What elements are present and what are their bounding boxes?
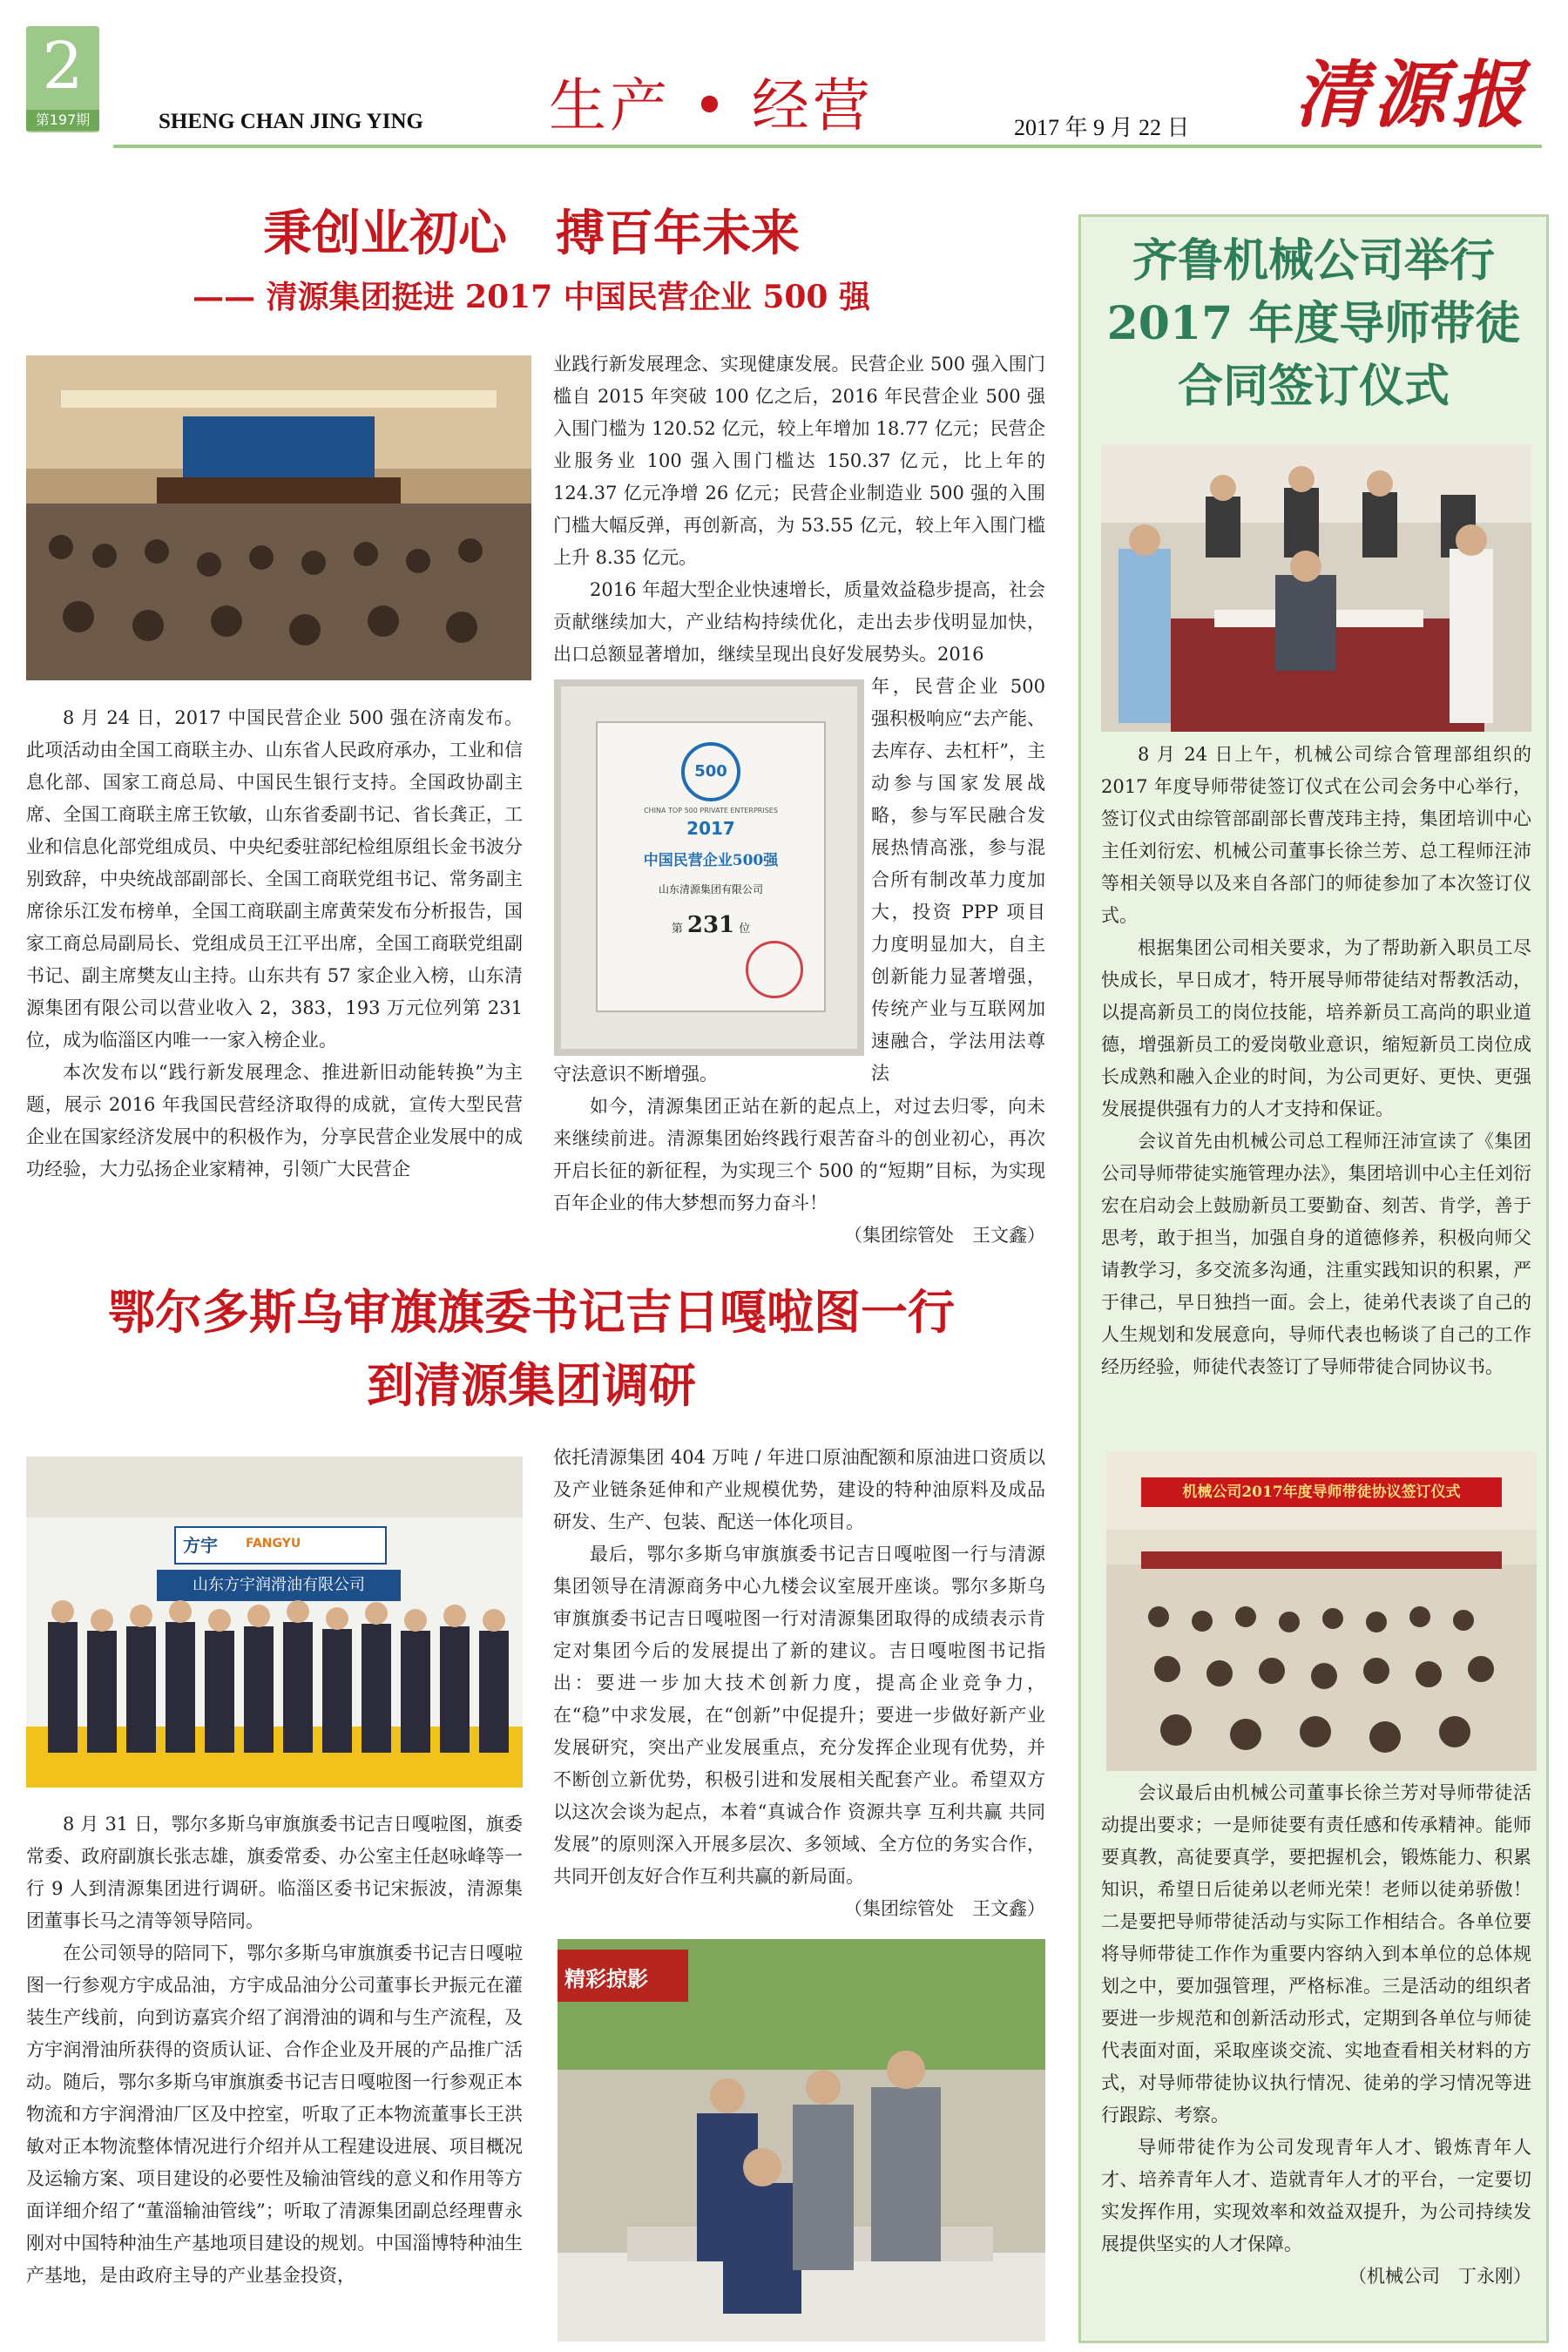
conference-photo — [26, 355, 531, 680]
article1-paragraph: 2016 年超大型企业快速增长，质量效益稳步提高，社会贡献继续加大，产业结构持续优化，走出去步伐明显加快，出口总额显著增加，继续呈现出良好发展势头。2016 — [553, 579, 1045, 665]
signing-photo — [1101, 444, 1531, 732]
article1-right-column-bottom — [553, 1058, 1045, 1252]
page-number: 2 — [42, 29, 84, 104]
plaque-title-line: CHINA TOP 500 PRIVATE ENTERPRISES — [644, 807, 778, 814]
article2-paragraph: 最后，鄂尔多斯乌审旗旗委书记吉日嘎啦图一行与清源集团领导在清源商务中心九楼会议室展开座谈。鄂尔多斯乌审旗旗委书记吉日嘎啦图一行对清源集团取得的成绩表示肯定对集团今后的发展提出了新的建议。吉日嘎啦图书记指出：要进一步加大技术创新力度，提高企业竞争力，在“稳”中求发展，在“创新”中促提升；要进一步做好新产业发展研究，突出产业发展重点，充分发挥企业现有优势，并不断创立新优势，积极引进和发展相关配套产业。希望双方以这次会谈为起点，本着“真诚合作 资源共享 互利共赢 共同发展”的原则深入开展多层次、多领域、全方位的务实合作，共同开创友好合作互利共赢的新局面。 — [553, 1544, 1045, 1887]
photo-board-caption: 精彩掠影 — [564, 1966, 648, 1991]
plaque-rank-value: 231 — [686, 912, 735, 938]
inspection-photo — [558, 1939, 1045, 2342]
meeting-banner: 机械公司2017年度导师带徒协议签订仪式 — [1141, 1477, 1502, 1507]
article2-headline-line1: 鄂尔多斯乌审旗旗委书记吉日嘎啦图一行 — [108, 1284, 955, 1340]
group-visit-photo — [26, 1456, 523, 1788]
sidebar-paragraph: 8 月 24 日上午，机械公司综合管理部组织的 2017 年度导师带徒签订仪式在公司会务中心举行，签订仪式由综管部副部长曹茂玮主持，集团培训中心主任刘衍宏、机械公司董事长徐兰芳、总工程师汪沛等相关领导以及来自各部门的师徒参加了本次签订仪式。 — [1101, 744, 1531, 926]
page-number-badge — [26, 26, 99, 132]
article1-right-column-top — [553, 348, 1045, 671]
article2-paragraph: 依托清源集团 404 万吨 / 年进口原油配额和原油进口资质以及产业链条延伸和产业规模优势，建设的特种油原料及成品研发、生产、包装、配送一体化项目。 — [553, 1447, 1045, 1532]
plaque-rank-suffix: 位 — [739, 923, 751, 936]
sidebar-paragraph: 根据集团公司相关要求，为了帮助新入职员工尽快成长，早日成才，特开展导师带徒结对帮教活动，以提高新员工的岗位技能，培养新员工高尚的职业道德，增强新员工的爱岗敬业意识，缩短新员工岗位成长成熟和融入企业的时间，为公司更好、更快、更强发展提供强有力的人才支持和保证。 — [1101, 937, 1531, 1119]
article2-headline-line2: 到清源集团调研 — [367, 1357, 696, 1413]
sidebar-text-top — [1101, 739, 1531, 1383]
header-rule — [113, 145, 1542, 148]
article1-paragraph: 如今，清源集团正站在新的起点上，对过去归零，向未来继续前进。清源集团始终践行艰苦奋斗的创业初心，再次开启长征的新征程，为实现三个 500 的“短期”目标，为实现百年企业的伟大梦想而努力奋斗！ — [553, 1096, 1045, 1213]
article2-paragraph: 8 月 31 日，鄂尔多斯乌审旗旗委书记吉日嘎啦图，旗委常委、政府副旗长张志雄，旗委常委、办公室主任赵咏峰等一行 9 人到清源集团进行调研。临淄区委书记宋振波，清源集团董事长马之清等领导陪同。 — [26, 1814, 523, 1931]
article1-paragraph: 业践行新发展理念、实现健康发展。民营企业 500 强入围门槛自 2015 年突破 100 亿之后，2016 年民营企业 500 强入围门槛为 120.52 亿元，较上年增加 18.77 亿元；民营企业服务业 100 强入围门槛达 150.37 亿元，比上年的 124.37 亿元净增 26 亿元；民营企业制造业 500 强的入围门槛大幅反弹，再创新高，为 53.55 亿元，较上年入围门槛上升 8.35 亿元。 — [553, 354, 1045, 568]
sidebar-text-bottom — [1101, 1777, 1531, 2293]
photo-brand-logo: 方宇 — [183, 1535, 218, 1556]
article1-paragraph: 守法意识不断增强。 — [553, 1064, 718, 1085]
article1-paragraph: 年，民营企业 500 强积极响应“去产能、去库存、去杠杆”，主动参与国家发展战略，参与军民融合发展热情高涨，参与混合所有制改革力度加大，投资 PPP 项目力度明显加大，自主创新能力显著增强，传统产业与互联网加速融合，学法用法尊法 — [871, 676, 1045, 1084]
article2-credit: （集团综管处 王文鑫） — [844, 1898, 1045, 1919]
plaque-company: 山东清源集团有限公司 — [658, 883, 763, 896]
photo-brand-logo-en: FANGYU — [246, 1537, 301, 1551]
sidebar-headline-line3: 合同签订仪式 — [1177, 360, 1450, 413]
award-plaque — [554, 679, 864, 1056]
issue-date: 2017 年 9 月 22 日 — [1014, 115, 1190, 140]
meeting-hall-photo — [1106, 1451, 1537, 1771]
plaque-logo-icon: 500 — [681, 742, 740, 801]
section-title: 生产 • 经营 — [549, 72, 874, 139]
article1-left-column — [26, 702, 523, 1186]
sidebar-headline-line1: 齐鲁机械公司举行 — [1132, 234, 1495, 287]
article1-paragraph: 8 月 24 日，2017 中国民营企业 500 强在济南发布。此项活动由全国工商联主办、山东省人民政府承办，工业和信息化部、国家工商总局、中国民生银行支持。全国政协副主席、全国工商联主席王钦敏，山东省委副书记、省长龚正，工业和信息化部党组成员、中央纪委驻部纪检组原组长金书波分别致辞，中央统战部副部长、全国工商联党组书记、常务副主席徐乐江发布榜单，全国工商联副主席黄荣发布分析报告，国家工商总局副局长、党组成员王江平出席，全国工商联党组副书记、副主席樊友山主持。山东共有 57 家企业入榜，山东清源集团有限公司以营业收入 2，383，193 万元位列第 231 位，成为临淄区内唯一一家入榜企业。 — [26, 707, 523, 1051]
sidebar-paragraph: 会议首先由机械公司总工程师汪沛宣读了《集团公司导师带徒实施管理办法》，集团培训中心主任刘衍宏在启动会上鼓励新员工要勤奋、刻苦、肯学，善于思考，敢于担当，加强自身的道德修养，积极向师父请教学习，多交流多沟通，注重实践知识的积累，严于律己，早日独挡一面。会上，徒弟代表谈了自己的人生规划和发展意向，导师代表也畅谈了自己的工作经历经验，师徒代表签订了导师带徒合同协议书。 — [1101, 1131, 1531, 1377]
plaque-seal-icon — [746, 941, 803, 998]
article1-headline: 秉创业初心 搏百年未来 — [263, 205, 800, 262]
section-pinyin: SHENG CHAN JING YING — [159, 110, 423, 133]
article1-beside-plaque — [871, 671, 1045, 1090]
article1-credit: （集团综管处 王文鑫） — [844, 1225, 1045, 1246]
plaque-year: 2017 — [686, 818, 735, 839]
article1-subhead: —— 清源集团挺进 2017 中国民营企业 500 强 — [192, 279, 870, 315]
plaque-rank — [598, 912, 824, 938]
plaque-name: 中国民营企业500强 — [643, 852, 779, 869]
article1-paragraph: 本次发布以“践行新发展理念、推进新旧动能转换”为主题，展示 2016 年我国民营经济取得的成就，宣传大型民营企业在国家经济发展中的积极作为，分享民营企业发展中的成功经验，大力弘扬企业家精神，引领广大民营企 — [26, 1062, 523, 1179]
photo-banner-text: 山东方宇润滑油有限公司 — [157, 1570, 401, 1601]
article2-right-column — [553, 1442, 1045, 1925]
sidebar-headline-line2: 2017 年度导师带徒 — [1106, 297, 1521, 350]
article2-paragraph: 在公司领导的陪同下，鄂尔多斯乌审旗旗委书记吉日嘎啦图一行参观方宇成品油，方宇成品油分公司董事长尹振元在灌装生产线前，向到访嘉宾介绍了润滑油的调和与生产流程，及方宇润滑油所获得的资质认证、合作企业及开展的产品推广活动。随后，鄂尔多斯乌审旗旗委书记吉日嘎啦图一行参观正本物流和方宇润滑油厂区及中控室，听取了正本物流董事长王洪敏对正本物流整体情况进行介绍并从工程建设进展、项目概况及运输方案、项目建设的必要性及输油管线的意义和作用等方面详细介绍了“董淄输油管线”；听取了清源集团副总经理曹永刚对中国特种油生产基地项目建设的规划。中国淄博特种油生产基地，是由政府主导的产业基金投资， — [26, 1943, 523, 2286]
sidebar-credit: （机械公司 丁永刚） — [1348, 2266, 1531, 2287]
article2-left-column — [26, 1808, 523, 2292]
sidebar-paragraph: 导师带徒作为公司发现青年人才、锻炼青年人才、培养青年人才、造就青年人才的平台，一定要切实发挥作用，实现效率和效益双提升，为公司持续发展提供坚实的人才保障。 — [1101, 2137, 1531, 2254]
plaque-rank-prefix: 第 — [671, 923, 683, 936]
masthead-logo: 清源报 — [1294, 51, 1531, 138]
issue-number: 第197期 — [26, 110, 99, 131]
sidebar-paragraph: 会议最后由机械公司董事长徐兰芳对导师带徒活动提出要求；一是师徒要有责任感和传承精神。能师要真教，高徒要真学，要把握机会，锻炼能力、积累知识，希望日后徒弟以老师光荣！老师以徒弟骄傲！二是要把导师带徒活动与实际工作相结合。各单位要将导师带徒工作作为重要内容纳入到本单位的总体规划之中，要加强管理，严格标准。三是活动的组织者要进一步规范和创新活动形式，定期到各单位与师徒代表面对面，采取座谈交流、实地查看相关材料的方式，对导师带徒协议执行情况、徒弟的学习情况等进行跟踪、考察。 — [1101, 1782, 1531, 2126]
